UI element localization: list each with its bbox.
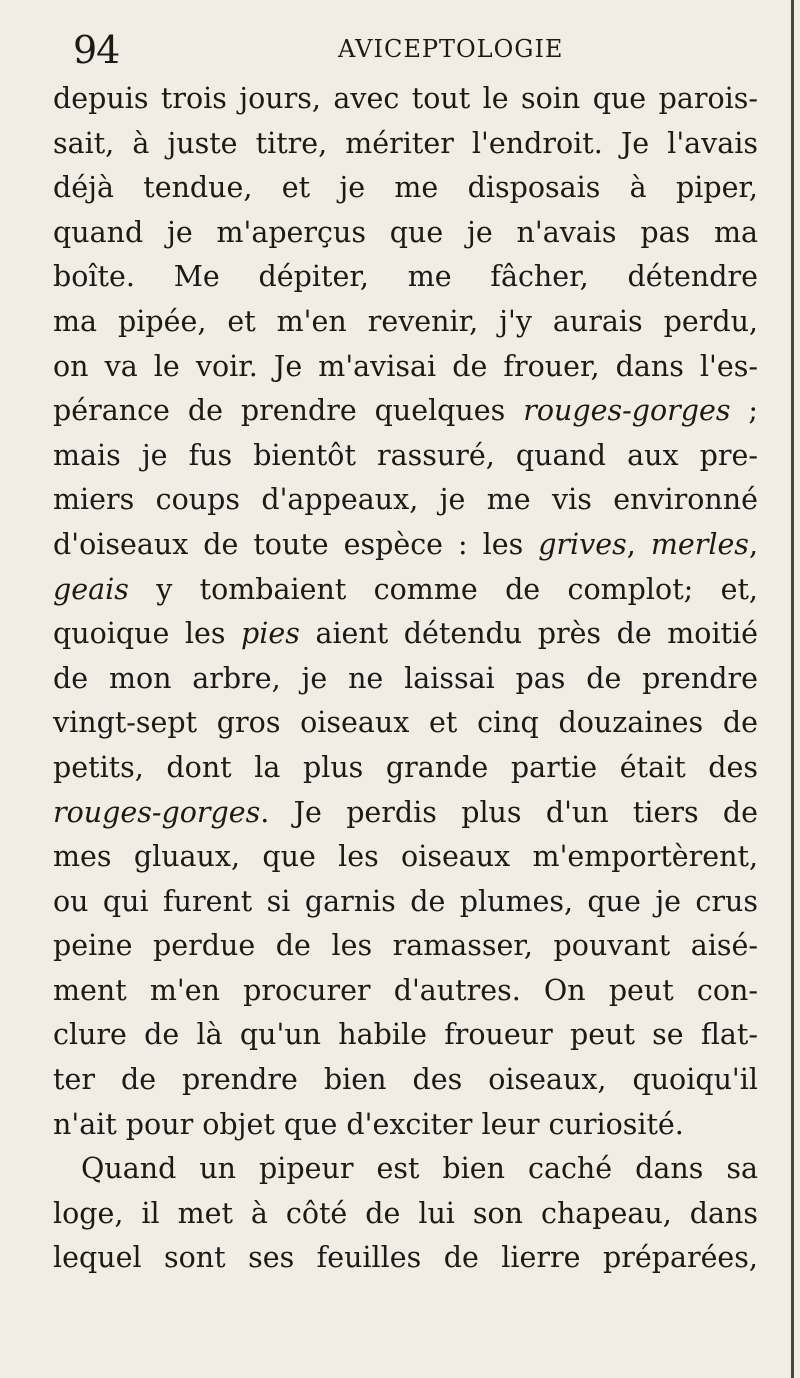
text-line <box>53 880 758 925</box>
text-run: ou qui furent si garnis de plumes, que je crus <box>53 884 758 918</box>
page-header <box>73 22 753 72</box>
text-run: boîte. Me dépiter, me fâcher, détendre <box>53 260 758 294</box>
text-line <box>53 478 758 523</box>
text-run: loge, il met à côté de lui son chapeau, dans <box>53 1196 758 1230</box>
text-line <box>53 1147 758 1192</box>
text-run: , <box>748 527 758 561</box>
text-run: n'ait pour objet que d'exciter leur curiosité. <box>53 1107 684 1141</box>
text-run: , <box>626 527 651 561</box>
text-run: aient détendu près de moitié <box>299 617 758 651</box>
text-line <box>53 345 758 390</box>
italic-term: pies <box>241 617 300 651</box>
text-run: . Je perdis plus d'un tiers de <box>260 795 758 829</box>
text-line <box>53 657 758 702</box>
text-line <box>53 746 758 791</box>
italic-term: geais <box>53 572 129 606</box>
italic-term: merles <box>650 527 749 561</box>
text-run: de mon arbre, je ne laissai pas de prendre <box>53 661 758 695</box>
text-line <box>53 969 758 1014</box>
text-run: quand je m'aperçus que je n'avais pas ma <box>53 215 758 249</box>
text-line <box>53 166 758 211</box>
text-line <box>53 300 758 345</box>
page-number: 94 <box>73 28 120 72</box>
text-line <box>53 1058 758 1103</box>
text-run: mes gluaux, que les oiseaux m'emportèrent, <box>53 840 758 874</box>
text-run: Quand un pipeur est bien caché dans sa <box>81 1152 758 1186</box>
italic-term: rouges-gorges <box>523 394 731 428</box>
text-run: petits, dont la plus grande partie était des <box>53 750 758 784</box>
text-run: d'oiseaux de toute espèce : les <box>53 527 539 561</box>
italic-term: rouges-gorges <box>53 795 261 829</box>
text-run: pérance de prendre quelques <box>53 394 524 428</box>
text-line <box>53 835 758 880</box>
text-line <box>53 389 758 434</box>
text-run: mais je fus bientôt rassuré, quand aux pre- <box>53 438 758 472</box>
text-run: quoique les <box>53 617 242 651</box>
text-line <box>53 211 758 256</box>
text-run: déjà tendue, et je me disposais à piper, <box>53 171 758 205</box>
text-line <box>53 1236 758 1281</box>
text-run: miers coups d'appeaux, je me vis environné <box>53 483 758 517</box>
text-line <box>53 1103 758 1148</box>
text-run: ; <box>730 394 758 428</box>
text-line <box>53 701 758 746</box>
text-run: peine perdue de les ramasser, pouvant aisé- <box>53 929 758 963</box>
text-run: ment m'en procurer d'autres. On peut con- <box>53 973 758 1007</box>
page-edge <box>791 0 794 1378</box>
text-line <box>53 1192 758 1237</box>
running-title: AVICEPTOLOGIE <box>338 35 564 63</box>
text-run: clure de là qu'un habile froueur peut se flat- <box>53 1018 758 1052</box>
text-run: lequel sont ses feuilles de lierre préparées, <box>53 1241 758 1275</box>
italic-term: grives <box>538 527 627 561</box>
text-run: y tombaient comme de complot; et, <box>128 572 758 606</box>
body-text <box>53 77 758 1281</box>
text-line <box>53 255 758 300</box>
text-line <box>53 612 758 657</box>
text-line <box>53 568 758 613</box>
text-run: depuis trois jours, avec tout le soin que parois- <box>53 82 758 115</box>
text-line <box>53 924 758 969</box>
text-run: ter de prendre bien des oiseaux, quoiqu'il <box>53 1063 758 1097</box>
text-run: vingt-sept gros oiseaux et cinq douzaines de <box>53 706 758 740</box>
text-line <box>53 791 758 836</box>
text-run: ma pipée, et m'en revenir, j'y aurais perdu, <box>53 304 758 338</box>
text-line <box>53 122 758 167</box>
text-line <box>53 523 758 568</box>
text-line <box>53 1013 758 1058</box>
text-run: sait, à juste titre, mériter l'endroit. Je l'avais <box>53 126 758 160</box>
text-run: on va le voir. Je m'avisai de frouer, dans l'es- <box>53 349 758 383</box>
text-line <box>53 434 758 479</box>
text-line <box>53 77 758 122</box>
